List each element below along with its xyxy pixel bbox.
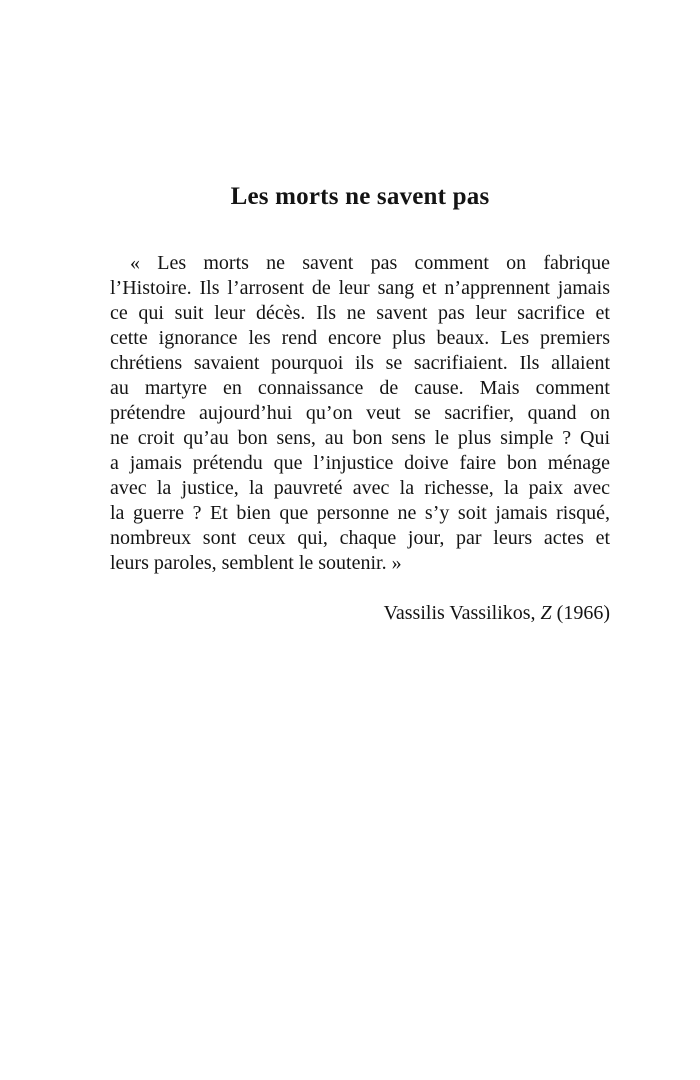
attribution [110, 601, 610, 626]
quote-line: nombreux sont ceux qui, chaque jour, par leurs actes et [110, 527, 610, 549]
quote-line: l’Histoire. Ils l’arrosent de leur sang et n’apprennent jamais [110, 277, 610, 299]
quote-line: « Les morts ne savent pas comment on fabrique [130, 252, 610, 274]
quote-line: prétendre aujourd’hui qu’on veut se sacrifier, quand on [110, 402, 610, 424]
quote-line: cette ignorance les rend encore plus beaux. Les premiers [110, 327, 610, 349]
epigraph-content [110, 182, 610, 626]
attribution-work-title: Z [540, 602, 552, 624]
attribution-author: Vassilis Vassilikos, [383, 602, 541, 624]
quote-line: la guerre ? Et bien que personne ne s’y soit jamais risqué, [110, 502, 610, 524]
quote-line: a jamais prétendu que l’injustice doive faire bon ménage [110, 452, 610, 474]
quote-line: leurs paroles, semblent le soutenir. » [110, 552, 402, 574]
quote-paragraph [110, 251, 610, 576]
quote-line: ne croit qu’au bon sens, au bon sens le plus simple ? Qui [110, 427, 610, 449]
quote-line: chrétiens savaient pourquoi ils se sacrifiaient. Ils allaient [110, 352, 610, 374]
quote-line: au martyre en connaissance de cause. Mais comment [110, 377, 610, 399]
attribution-year: (1966) [551, 602, 610, 624]
quote-line: avec la justice, la pauvreté avec la richesse, la paix avec [110, 477, 610, 499]
quote-line: ce qui suit leur décès. Ils ne savent pas leur sacrifice et [110, 302, 610, 324]
page-title: Les morts ne savent pas [230, 183, 490, 210]
